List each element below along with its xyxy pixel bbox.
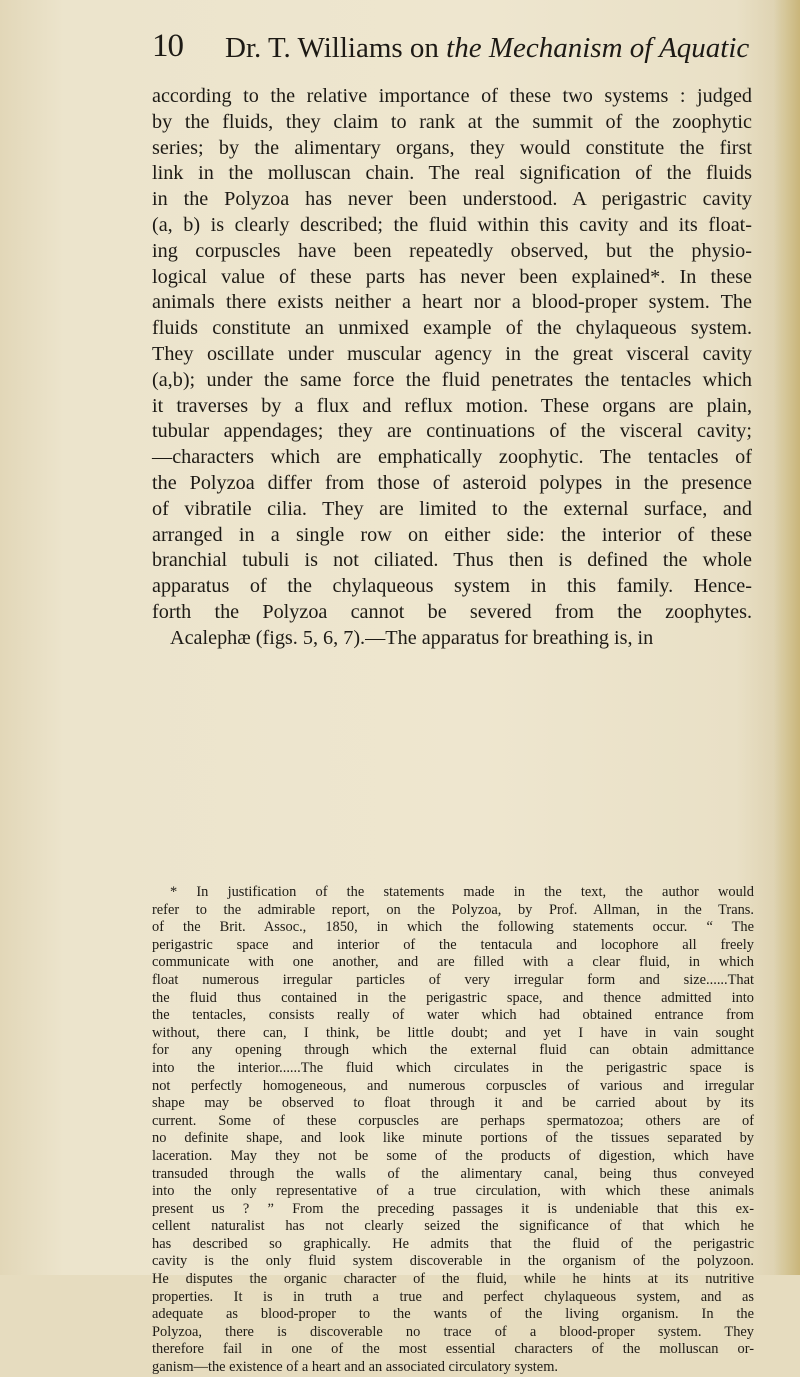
footnote-line: without, there can, I think, be little doubt; and yet I have in vain sought xyxy=(152,1024,754,1041)
footnote-line: into the interior......The fluid which circulates in the perigastric space is xyxy=(152,1059,754,1076)
body-line: the Polyzoa differ from those of asteroid polypes in the presence xyxy=(152,471,752,494)
footnote-line: for any opening through which the external fluid can obtain admittance xyxy=(152,1042,754,1059)
body-line: tubular appendages; they are continuations of the visceral cavity; xyxy=(152,420,752,443)
body-line: according to the relative importance of these two systems : judged xyxy=(152,85,752,107)
body-line-acalephae: Acalephæ (figs. 5, 6, 7).—The apparatus for breathing is, in xyxy=(170,626,654,649)
footnote-line: the fluid thus contained in the perigastric space, and thence admitted into xyxy=(152,989,754,1006)
body-line: series; by the alimentary organs, they would constitute the first xyxy=(152,136,752,159)
footnote-line: present us ? ” From the preceding passages it is undeniable that this ex- xyxy=(152,1200,754,1217)
footnote-line: cavity is the only fluid system discoverable in the organism of the polyzoon. xyxy=(152,1253,754,1270)
body-line: logical value of these parts has never been explained*. In these xyxy=(152,265,752,288)
page-number: 10 xyxy=(152,28,183,64)
footnote-line: current. Some of these corpuscles are perhaps spermatozoa; others are of xyxy=(152,1112,754,1129)
footnote-line: He disputes the organic character of the fluid, while he hints at its nutritive xyxy=(152,1271,754,1288)
body-line: arranged in a single row on either side: the interior of these xyxy=(152,523,752,546)
body-line: They oscillate under muscular agency in the great visceral cavity xyxy=(152,342,752,365)
footnote-line: laceration. May they not be some of the products of digestion, which have xyxy=(152,1147,754,1164)
body-line: it traverses by a flux and reflux motion. These organs are plain, xyxy=(152,394,752,417)
body-line: in the Polyzoa has never been understood. A perigastric cavity xyxy=(152,188,752,211)
running-head-italic: the Mechanism of Aquatic xyxy=(446,32,750,64)
running-head xyxy=(225,32,749,65)
body-line: ing corpuscles have been repeatedly observed, but the physio- xyxy=(152,239,752,262)
footnote-line: properties. It is in truth a true and perfect chylaqueous system, and as xyxy=(152,1288,754,1305)
page-header xyxy=(152,22,772,72)
footnote-line: ganism—the existence of a heart and an associated circulatory system. xyxy=(152,1359,558,1376)
footnote-line: therefore fail in one of the most essential characters of the molluscan or- xyxy=(152,1341,754,1358)
body-text xyxy=(152,84,752,652)
footnote-line: refer to the admirable report, on the Polyzoa, by Prof. Allman, in the Trans. xyxy=(152,901,754,918)
footnote-line: the tentacles, consists really of water which had obtained entrance from xyxy=(152,1007,754,1024)
footnote-line: not perfectly homogeneous, and numerous corpuscles of various and irregular xyxy=(152,1077,754,1094)
footnote-line: communicate with one another, and are filled with a clear fluid, in which xyxy=(152,954,754,971)
body-line: animals there exists neither a heart nor a blood-proper system. The xyxy=(152,291,752,314)
body-line: apparatus of the chylaqueous system in this family. Hence- xyxy=(152,575,752,598)
page-edge xyxy=(774,0,800,1275)
footnote-line: has described so graphically. He admits that the fluid of the perigastric xyxy=(152,1235,754,1252)
footnote-line: float numerous irregular particles of very irregular form and size......That xyxy=(152,971,754,988)
footnote-line: adequate as blood-proper to the wants of the living organism. In the xyxy=(152,1306,754,1323)
footnote-line: of the Brit. Assoc., 1850, in which the following statements occur. “ The xyxy=(152,919,754,936)
footnote-line: into the only representative of a true circulation, with which these animals xyxy=(152,1183,754,1200)
footnote-line: Polyzoa, there is discoverable no trace of a blood-proper system. They xyxy=(152,1323,754,1340)
body-line: (a,b); under the same force the fluid penetrates the tentacles which xyxy=(152,368,752,391)
body-line: of vibratile cilia. They are limited to the external surface, and xyxy=(152,497,752,520)
footnote-line: shape may be observed to float through it and be carried about by its xyxy=(152,1095,754,1112)
footnote-line: * In justification of the statements made in the text, the author would xyxy=(170,884,754,900)
body-line: by the fluids, they claim to rank at the summit of the zoophytic xyxy=(152,110,752,133)
body-line: branchial tubuli is not ciliated. Thus then is defined the whole xyxy=(152,549,752,572)
body-line: —characters which are emphatically zoophytic. The tentacles of xyxy=(152,446,752,469)
footnote-line: cellent naturalist has not clearly seized the significance of that which he xyxy=(152,1218,754,1235)
body-line: fluids constitute an unmixed example of the chylaqueous system. xyxy=(152,317,752,340)
body-line: (a, b) is clearly described; the fluid within this cavity and its float- xyxy=(152,213,752,236)
running-head-prefix: Dr. T. Williams on xyxy=(225,32,439,64)
body-line: forth the Polyzoa cannot be severed from the zoophytes. xyxy=(152,600,752,623)
body-line: link in the molluscan chain. The real signification of the fluids xyxy=(152,162,752,185)
footnote xyxy=(152,884,754,1377)
footnote-line: perigastric space and interior of the tentacula and locophore all freely xyxy=(152,936,754,953)
footnote-line: transuded through the walls of the alimentary canal, being thus conveyed xyxy=(152,1165,754,1182)
footnote-line: no definite shape, and look like minute portions of the tissues separated by xyxy=(152,1130,754,1147)
